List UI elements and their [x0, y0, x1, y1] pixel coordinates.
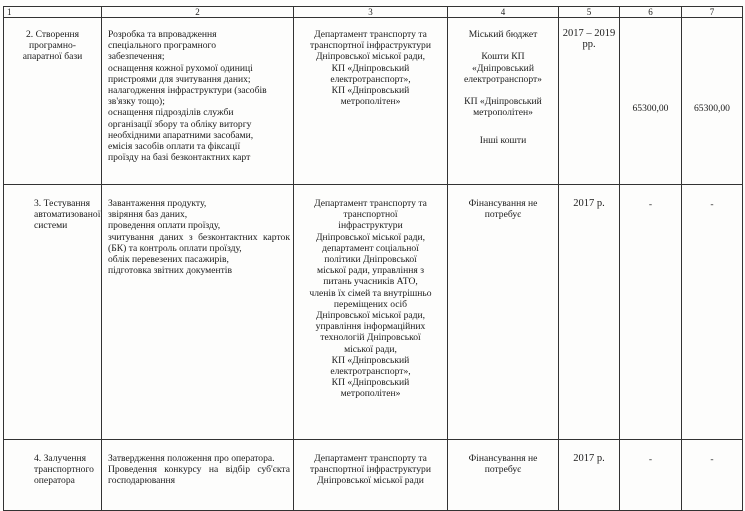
- funding-source: Фінансування не потребує: [468, 198, 538, 221]
- task-measures: Затвердження положення про оператора. Проведення конкурсу на відбір суб'єкта господарювання: [108, 453, 290, 487]
- funding-source-other: Інші кошти: [479, 134, 527, 146]
- task-name: 2. Створення програмно- апаратної бази: [22, 29, 83, 63]
- task-term: 2017 р.: [573, 453, 605, 464]
- task-executors: Департамент транспорту та транспортної інфраструктури Дніпровської міської ради, КП «Дніпровський електротранспорт», КП «Дніпровський метрополітен»: [310, 29, 431, 108]
- header-col-1: 1: [4, 7, 102, 18]
- program-measures-table: [3, 6, 743, 511]
- task-total: -: [710, 454, 714, 465]
- task-name: 3. Тестування автоматизованої системи: [34, 198, 101, 232]
- task-measures: Завантаження продукту, звіряння баз даних, проведення оплати проїзду, зчитування даних з безконтактних карток (БК) та контроль оплати проїзду, облік перевезених пасажирів, підготовка звітних документів: [108, 198, 290, 277]
- table-row: [4, 18, 743, 185]
- task-amount: 65300,00: [632, 103, 669, 114]
- header-col-7: 7: [682, 7, 743, 18]
- header-col-3: 3: [294, 7, 448, 18]
- task-term: 2017 – 2019 рр.: [562, 28, 616, 51]
- funding-source: Фінансування не потребує: [468, 453, 538, 476]
- header-col-2: 2: [102, 7, 294, 18]
- task-amount: -: [648, 454, 653, 465]
- header-col-6: 6: [620, 7, 682, 18]
- task-total: 65300,00: [694, 103, 730, 114]
- task-amount: -: [648, 199, 653, 210]
- header-col-4: 4: [448, 7, 559, 18]
- task-executors: Департамент транспорту та транспортної інфраструктури Дніпровської міської ради, департамент соціальної політики Дніпровської міської ради, управління з питань учасників АТО, членів їх сімей та внутрішньо переміщених осіб Дніпровської міської ради, управління інформаційних технологій Дніпровської міської ради, КП «Дніпровський електротранспорт», КП «Дніпровський метрополітен»: [309, 198, 432, 400]
- table-header-row: [4, 7, 743, 18]
- table-row: [4, 440, 743, 511]
- task-executors: Департамент транспорту та транспортної інфраструктури Дніпровської міської ради: [310, 453, 431, 487]
- task-term: 2017 р.: [573, 198, 605, 209]
- header-col-5: 5: [559, 7, 620, 18]
- task-measures: Розробка та впровадження спеціального програмного забезпечення; оснащення кожної рухомої одиниці пристроями для зчитування даних; налагодження інфраструктури (засобів зв'язку тощо); оснащення підрозділів служби організації збору та обліку виторгу необхідними апаратними засобами, емісія засобів оплати та фіксації проїзду на базі безконтактних карт: [108, 29, 267, 164]
- table-row: [4, 185, 743, 440]
- task-name: 4. Залучення транспортного оператора: [34, 453, 94, 487]
- task-total: -: [710, 199, 714, 210]
- funding-source: Міський бюджет Кошти КП «Дніпровський електротранспорт» КП «Дніпровський метрополітен»: [464, 29, 542, 119]
